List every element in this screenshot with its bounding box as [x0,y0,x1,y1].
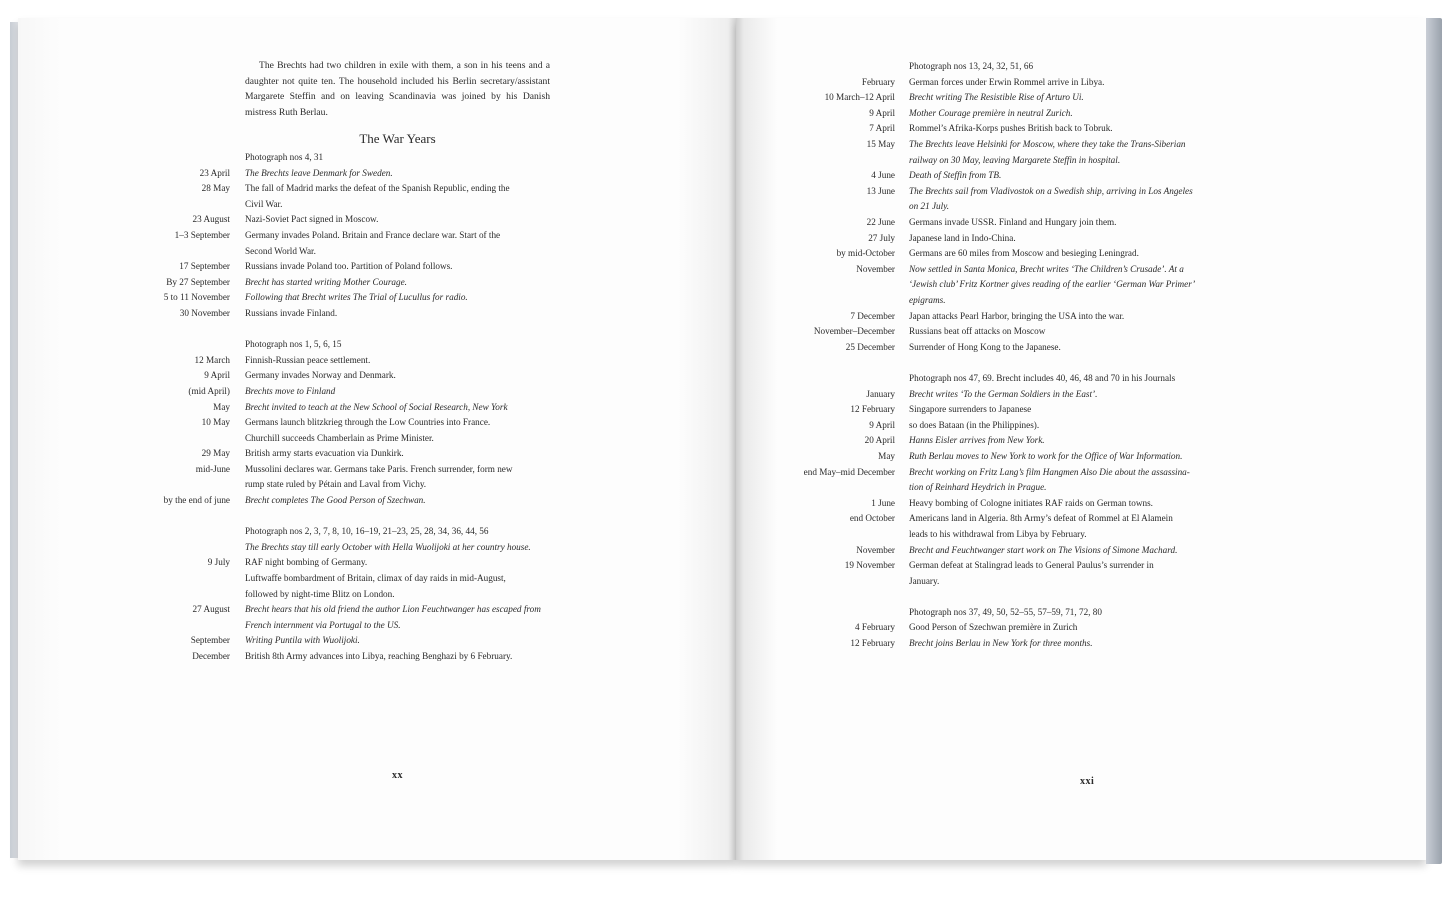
entry-text: Singapore surrenders to Japanese [909,404,1032,415]
entry-text: Photograph nos 1, 5, 6, 15 [245,339,342,350]
entry-date: 23 August [192,214,230,225]
entry-text: Luftwaffe bombardment of Britain, climax of day raids in mid-August, [245,572,506,583]
entry-text: rump state ruled by Pétain and Laval from Vichy. [245,479,427,490]
entry-text: epigrams. [909,294,946,305]
entry-text: Photograph nos 2, 3, 7, 8, 10, 16–19, 21–23, 25, 28, 34, 36, 44, 56 [245,526,489,537]
entry-text: British 8th Army advances into Libya, reaching Benghazi by 6 February. [245,651,513,661]
entry-text: Brecht hears that his old friend the author Lion Feuchtwanger has escaped from [245,604,541,615]
entry-text: Russians invade Finland. [245,308,338,318]
entry-date: 7 April [869,123,895,134]
entry-text: Photograph nos 37, 49, 50, 52–55, 57–59, 71, 72, 80 [909,606,1102,617]
entry-date: January [866,388,895,399]
entry-text: The Brechts leave Denmark for Sweden. [245,167,393,178]
entry-date: 19 November [844,560,895,571]
entry-text: Writing Puntila with Wuolijoki. [245,635,360,646]
entry-date: September [190,635,230,646]
entry-text: Finnish-Russian peace settlement. [245,354,371,365]
entry-text: Following that Brecht writes The Trial of Lucullus for radio. [245,292,468,303]
entry-text: on 21 July. [909,201,950,212]
entry-date: 1 June [871,497,895,508]
entry-text: tion of Reinhard Heydrich in Prague. [909,482,1047,493]
entry-date: end May–mid December [803,466,895,477]
entry-text: Good Person of Szechwan première in Zurich [909,622,1078,633]
entry-date: 20 April [864,435,895,446]
entry-text: Brecht working on Fritz Lang’s film Hangmen Also Die about the assassina- [909,466,1190,477]
entry-date: By 27 September [166,276,230,287]
entry-date: by mid-October [836,248,895,259]
entry-text: Americans land in Algeria. 8th Army’s defeat of Rommel at El Alamein [909,513,1173,524]
entry-date: 1–3 September [174,230,230,240]
entry-text: RAF night bombing of Germany. [245,557,368,568]
entry-date: 10 May [201,417,230,428]
entry-date: November [856,544,895,555]
entry-date: May [213,401,230,412]
entry-date: February [861,76,895,87]
entry-date: 27 August [192,604,230,615]
entry-text: Rommel’s Afrika-Korps pushes British back to Tobruk. [909,123,1113,134]
entry-text: Photograph nos 4, 31 [245,152,324,162]
entry-date: 27 July [868,232,895,243]
entry-text: German forces under Erwin Rommel arrive in Libya. [909,76,1105,87]
entry-date: May [878,450,895,461]
entry-text: Brecht and Feuchtwanger start work on The Visions of Simone Machard. [909,544,1178,555]
entry-text: Death of Steffin from TB. [909,170,1002,181]
entry-text: Mussolini declares war. Germans take Paris. French surrender, form new [245,463,513,474]
entry-date: 9 July [207,557,230,568]
entry-text: railway on 30 May, leaving Margarete Steffin in hospital. [909,154,1121,165]
entry-date: December [192,651,230,661]
entry-text: Photograph nos 47, 69. Brecht includes 40, 46, 48 and 70 in his Journals [909,372,1176,383]
entry-text: Russians invade Poland too. Partition of Poland follows. [245,261,453,272]
entry-text: Brecht writes ‘To the German Soldiers in the East’. [909,388,1098,399]
entry-date: November [856,263,895,274]
entry-date: 28 May [201,183,230,194]
entry-text: so does Bataan (in the Philippines). [909,419,1040,430]
entry-date: 25 December [845,341,895,352]
entry-date: 9 April [204,370,230,381]
page-number-right: xxi [1080,776,1095,787]
entry-text: Japan attacks Pearl Harbor, bringing the USA into the war. [909,310,1125,321]
entry-date: 7 December [850,310,895,321]
entry-text: Heavy bombing of Cologne initiates RAF raids on German towns. [909,497,1153,508]
entry-date: 12 February [850,638,895,648]
entry-text: The Brechts leave Helsinki for Moscow, where they take the Trans-Siberian [909,139,1186,149]
entry-text: British army starts evacuation via Dunkirk. [245,448,404,459]
entry-date: 4 February [854,622,895,633]
page-number-left: xx [392,770,403,781]
entry-date: (mid April) [188,385,230,396]
entry-text: leads to his withdrawal from Libya by February. [909,528,1087,539]
entry-date: end October [849,513,895,524]
entry-text: Brecht joins Berlau in New York for three months. [909,638,1093,648]
entry-date: 22 June [866,217,895,227]
entry-text: Brecht has started writing Mother Courage. [245,276,407,287]
entry-text: Brecht invited to teach at the New School of Social Research, New York [245,401,508,412]
entry-date: 17 September [179,261,230,272]
entry-text: Brecht completes The Good Person of Szechwan. [245,495,426,506]
entry-text: Russians beat off attacks on Moscow [909,326,1046,337]
entry-text: German defeat at Stalingrad leads to General Paulus’s surrender in [909,560,1154,571]
entry-text: Hanns Eisler arrives from New York. [909,435,1045,446]
entry-text: Germans are 60 miles from Moscow and besieging Leningrad. [909,248,1139,259]
entry-text: Japanese land in Indo-China. [909,232,1016,243]
entry-text: Brechts move to Finland [245,385,336,396]
entry-date: 29 May [201,448,230,459]
entry-text: Germany invades Norway and Denmark. [245,370,396,381]
entry-date: by the end of june [163,495,230,506]
entry-text: The Brechts stay till early October with Hella Wuolijoki at her country house. [245,541,531,552]
book-gutter [728,18,744,860]
entry-date: 13 June [866,185,895,196]
entry-text: Germans invade USSR. Finland and Hungary join them. [909,217,1117,227]
entry-text: Germans launch blitzkrieg through the Low Countries into France. [245,417,491,428]
entry-date: 23 April [199,167,230,178]
entry-text: ‘Jewish club’ Fritz Kortner gives reading of the earlier ‘German War Primer’ [909,279,1196,290]
entry-text: Mother Courage première in neutral Zurich. [909,107,1073,118]
entry-date: 12 March [194,354,230,365]
entry-text: Second World War. [245,245,316,256]
book-edge-right [1426,18,1442,864]
entry-date: 10 March–12 April [824,92,895,103]
entry-text: followed by night-time Blitz on London. [245,588,395,599]
entry-text: Civil War. [245,198,283,209]
entry-text: January. [909,575,940,586]
entry-text: Surrender of Hong Kong to the Japanese. [909,341,1061,352]
entry-date: 12 February [850,404,895,415]
entry-date: 30 November [179,308,230,318]
entry-text: Germany invades Poland. Britain and France declare war. Start of the [245,230,501,240]
entry-date: 4 June [871,170,895,181]
entry-date: November–December [813,326,895,337]
entry-text: Ruth Berlau moves to New York to work for the Office of War Information. [909,450,1183,461]
section-title: The War Years [359,131,436,146]
entry-text: Churchill succeeds Chamberlain as Prime Minister. [245,432,434,443]
entry-text: Nazi-Soviet Pact signed in Moscow. [245,214,379,225]
entry-date: 9 April [869,419,895,430]
entry-text: The fall of Madrid marks the defeat of the Spanish Republic, ending the [245,183,510,194]
entry-text: Photograph nos 13, 24, 32, 51, 66 [909,61,1034,71]
entry-date: 15 May [866,139,895,149]
entry-text: French internment via Portugal to the US. [245,619,401,630]
entry-text: Now settled in Santa Monica, Brecht writes ‘The Children’s Crusade’. At a [909,263,1184,274]
entry-date: 9 April [869,107,895,118]
intro-paragraph: The Brechts had two children in exile with them, a son in his teens and a daughter not quite ten. The household included his Berlin secretary/assistant Margarete Steffin and on leaving Scandinavia was joined by his Danish mistress Ruth Berlau. [245,60,550,118]
entry-date: mid-June [195,463,230,474]
entry-text: Brecht writing The Resistible Rise of Arturo Ui. [909,92,1084,103]
entry-text: The Brechts sail from Vladivostok on a Swedish ship, arriving in Los Angeles [909,185,1193,196]
entry-date: 5 to 11 November [163,292,230,303]
